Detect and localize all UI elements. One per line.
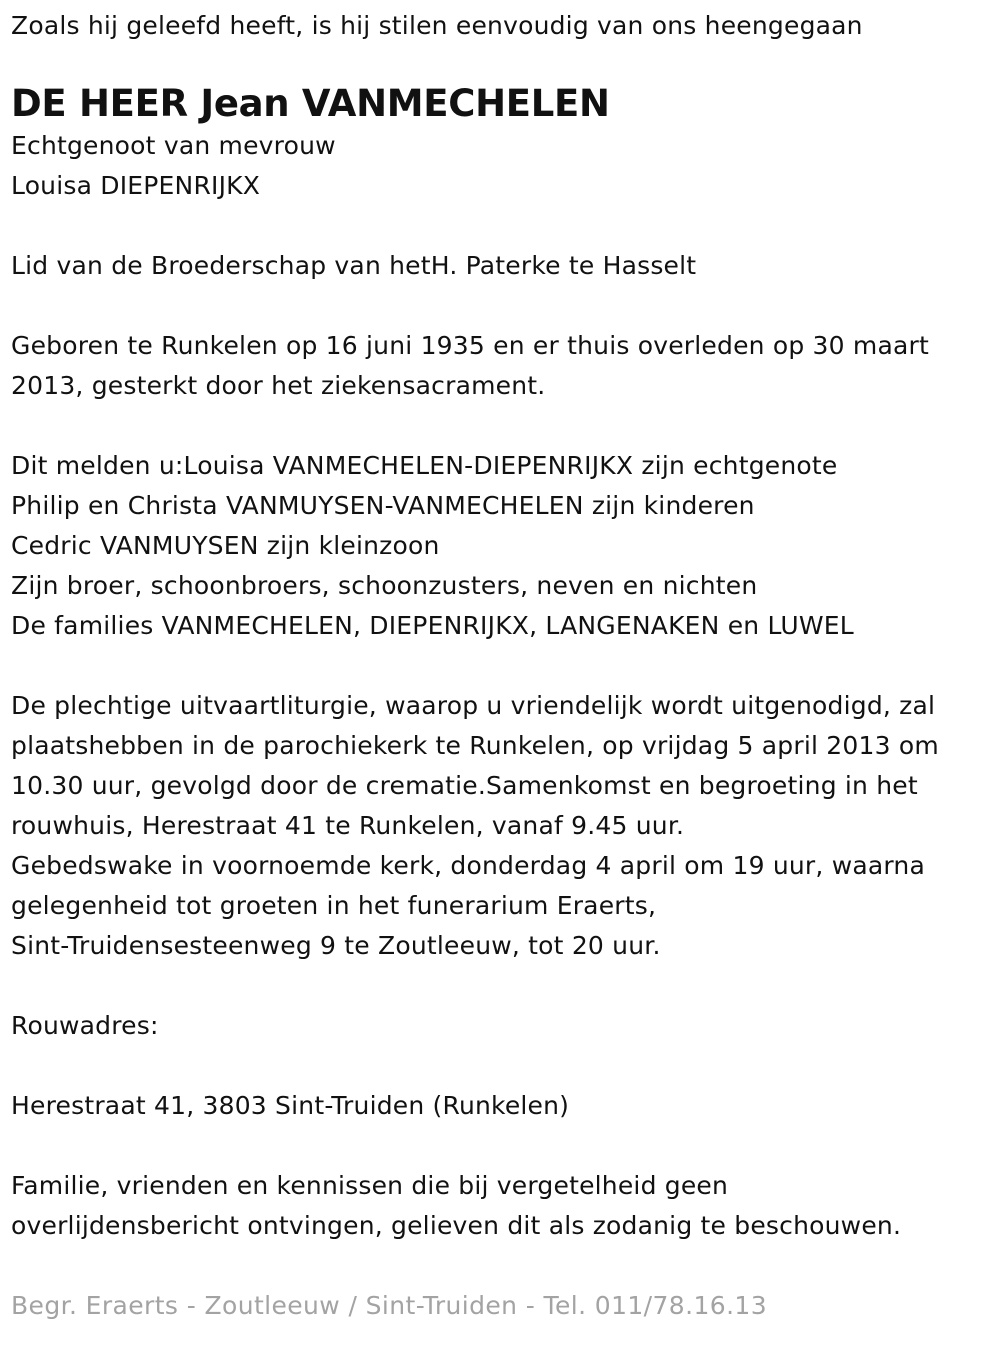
announcer-line: Cedric VANMUYSEN zijn kleinzoon [11, 531, 440, 560]
funeral-home-footer: Begr. Eraerts - Zoutleeuw / Sint-Truiden - Tel. 011/78.16.13 [11, 1291, 768, 1320]
funeral-line: De plechtige uitvaartliturgie, waarop u vriendelijk wordt uitgenodigd, zal [11, 691, 936, 720]
funeral-line: plaatshebben in de parochiekerk te Runkelen, op vrijdag 5 april 2013 om [11, 731, 939, 760]
funeral-line: gelegenheid tot groeten in het funerarium Eraerts, [11, 891, 657, 920]
birth-death-line: 2013, gesterkt door het ziekensacrament. [11, 371, 546, 400]
spacer [11, 1246, 991, 1286]
spacer [11, 966, 991, 1006]
funeral-line: Sint-Truidensesteenweg 9 te Zoutleeuw, tot 20 uur. [11, 931, 661, 960]
spouse-line-2: Louisa DIEPENRIJKX [11, 171, 261, 200]
spacer [11, 406, 991, 446]
membership-text: Lid van de Broederschap van hetH. Paterke te Hasselt [11, 251, 697, 280]
spacer [11, 1126, 991, 1166]
obituary-document [11, 6, 991, 1326]
funeral-paragraph [11, 686, 991, 966]
funeral-line: Gebedswake in voornoemde kerk, donderdag 4 april om 19 uur, waarna [11, 851, 925, 880]
funeral-line: 10.30 uur, gevolgd door de crematie.Samenkomst en begroeting in het [11, 771, 918, 800]
spacer [11, 286, 991, 326]
birth-death-line: Geboren te Runkelen op 16 juni 1935 en er thuis overleden op 30 maart [11, 331, 929, 360]
announcer-line: Zijn broer, schoonbroers, schoonzusters, neven en nichten [11, 571, 758, 600]
spacer [11, 646, 991, 686]
address-label: Rouwadres: [11, 1011, 159, 1040]
announcer-line: Philip en Christa VANMUYSEN-VANMECHELEN zijn kinderen [11, 491, 755, 520]
announcer-line: Dit melden u:Louisa VANMECHELEN-DIEPENRIJKX zijn echtgenote [11, 451, 838, 480]
announcer-line: De families VANMECHELEN, DIEPENRIJKX, LANGENAKEN en LUWEL [11, 611, 854, 640]
announcers-list [11, 446, 991, 646]
spacer [11, 206, 991, 246]
spacer [11, 1046, 991, 1086]
spouse-line-1: Echtgenoot van mevrouw [11, 131, 336, 160]
notice-line: Familie, vrienden en kennissen die bij vergetelheid geen [11, 1171, 729, 1200]
intro-text: Zoals hij geleefd heeft, is hij stilen eenvoudig van ons heengegaan [11, 11, 863, 40]
notice-line: overlijdensbericht ontvingen, gelieven dit als zodanig te beschouwen. [11, 1211, 902, 1240]
notice-paragraph [11, 1166, 991, 1246]
birth-death-paragraph [11, 326, 991, 406]
address-text: Herestraat 41, 3803 Sint-Truiden (Runkelen) [11, 1091, 570, 1120]
deceased-name: DE HEER Jean VANMECHELEN [11, 82, 610, 125]
funeral-line: rouwhuis, Herestraat 41 te Runkelen, vanaf 9.45 uur. [11, 811, 685, 840]
